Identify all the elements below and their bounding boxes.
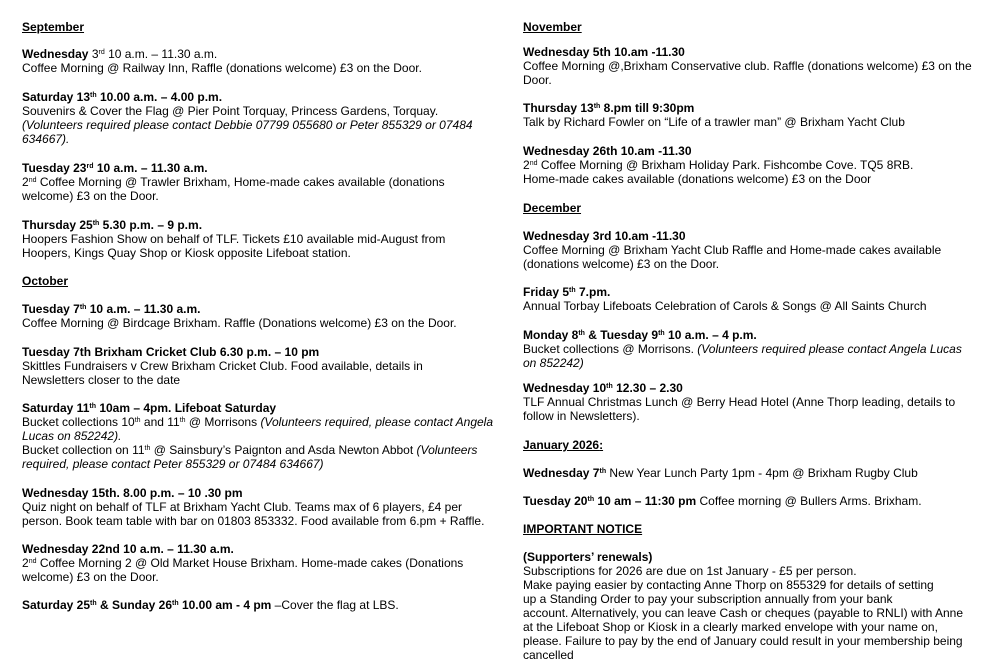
event-description: TLF Annual Christmas Lunch @ Berry Head Hotel (Anne Thorp leading, details to [523, 395, 956, 409]
event-sep-tue-23 [22, 161, 492, 203]
event-title-day: Wednesday [22, 47, 89, 61]
event-title: Wednesday 22nd 10 a.m. – 11.30 a.m. [22, 542, 234, 556]
event-oct-cricket [22, 345, 492, 387]
event-title: Saturday 25th & Sunday 26th 10.00 am - 4 pm [22, 598, 272, 612]
event-description-cont: Door. [523, 73, 552, 87]
event-description-cont: welcome) £3 on the Door. [22, 570, 159, 584]
event-date-number: 3 [91, 47, 99, 61]
volunteer-note: (Volunteers required, please contact Angela [260, 415, 494, 429]
october-section [22, 274, 492, 288]
event-title: Monday 8th & Tuesday 9th 10 a.m. – 4 p.m. [523, 328, 757, 342]
event-description: Talk by Richard Fowler on “Life of a trawler man” @ Brixham Yacht Club [523, 115, 905, 129]
november-section [523, 20, 983, 34]
month-heading-december: December [523, 201, 582, 215]
event-description: 2nd Coffee Morning @ Brixham Holiday Park. Fishcombe Cove. TQ5 8RB. [523, 158, 914, 172]
notice-heading: IMPORTANT NOTICE [523, 522, 643, 536]
event-description-cont: (donations welcome) £3 on the Door. [523, 257, 720, 271]
event-description: Coffee morning @ Bullers Arms. Brixham. [696, 494, 922, 508]
month-heading-november: November [523, 20, 582, 34]
notice-body [523, 550, 983, 662]
notice-line: cancelled [523, 648, 574, 662]
december-section [523, 201, 983, 215]
january-section: January 2026: [523, 438, 604, 452]
event-description: –Cover the flag at LBS. [271, 598, 399, 612]
event-jan-wed-7 [523, 466, 983, 480]
notice-line: account. Alternatively, you can leave Cash or cheques (payable to RNLI) with Anne [523, 606, 964, 620]
event-description-cont: welcome) £3 on the Door. [22, 189, 159, 203]
event-title: Thursday 25th 5.30 p.m. – 9 p.m. [22, 218, 203, 232]
volunteer-note-2: (Volunteers [416, 443, 478, 457]
event-description: Annual Torbay Lifeboats Celebration of Carols & Songs @ All Saints Church [523, 299, 927, 313]
event-time: 10 a.m. – 11.30 a.m. [104, 47, 218, 61]
event-sep-thu-25 [22, 218, 492, 260]
event-description: Bucket collections @ Morrisons. (Volunteers required please contact Angela Lucas [523, 342, 962, 356]
notice-line: at the Lifeboat Shop or Kiosk in a clearly marked envelope with your name on, [523, 620, 938, 634]
event-description: Coffee Morning @ Brixham Yacht Club Raffle and Home-made cakes available [523, 243, 942, 257]
event-description-cont: follow in Newsletters). [523, 409, 640, 423]
month-heading-october: October [22, 274, 69, 288]
event-jan-tue-20 [523, 494, 983, 508]
event-title: Friday 5th 7.pm. [523, 285, 611, 299]
event-description: Coffee Morning @,Brixham Conservative club. Raffle (donations welcome) £3 on the [523, 59, 972, 73]
event-oct-wed-22 [22, 542, 492, 584]
volunteer-note: (Volunteers required please contact Angela Lucas [697, 342, 962, 356]
notice-line: please. Failure to pay by the end of January could result in your membership being [523, 634, 963, 648]
month-heading-january: January 2026 [523, 438, 600, 452]
event-description: 2nd Coffee Morning @ Trawler Brixham, Home-made cakes available (donations [22, 175, 445, 189]
event-description-cont: Newsletters closer to the date [22, 373, 181, 387]
event-description-2: Bucket collection on 11th @ Sainsbury’s Paignton and Asda Newton Abbot (Volunteers [22, 443, 478, 457]
event-oct-wed-15 [22, 486, 492, 528]
event-oct-sat-25 [22, 598, 492, 612]
event-description: Souvenirs & Cover the Flag @ Pier Point Torquay, Princess Gardens, Torquay. [22, 104, 439, 118]
volunteer-note: (Volunteers required please contact Debbie 07799 055680 or Peter 855329 or 07484 [22, 118, 473, 132]
event-dec-mon-8 [523, 328, 983, 370]
notice-line: up a Standing Order to pay your subscription annually from your bank [523, 592, 893, 606]
event-title: Tuesday 7th 10 a.m. – 11.30 a.m. [22, 302, 201, 316]
event-dec-wed-10 [523, 381, 983, 423]
event-description: 2nd Coffee Morning 2 @ Old Market House Brixham. Home-made cakes (Donations [22, 556, 464, 570]
event-nov-wed-26 [523, 144, 983, 186]
event-title: Tuesday 7th Brixham Cricket Club 6.30 p.m. – 10 pm [22, 345, 320, 359]
event-description-cont: person. Book team table with bar on 01803 853332. Food available from 6.pm + Raffle. [22, 514, 485, 528]
event-description-cont: Hoopers, Kings Quay Shop or Kiosk opposite Lifeboat station. [22, 246, 351, 260]
event-oct-tue-7 [22, 302, 492, 330]
event-description: New Year Lunch Party 1pm - 4pm @ Brixham Rugby Club [606, 466, 918, 480]
event-date-suffix: rd [98, 49, 105, 56]
event-title: Wednesday 26th 10.am -11.30 [523, 144, 692, 158]
notice-line: Make paying easier by contacting Anne Thorp on 855329 for details of setting [523, 578, 934, 592]
volunteer-note-2-cont: required, please contact Peter 855329 or 07484 634667) [22, 457, 324, 471]
event-dec-fri-5 [523, 285, 983, 313]
event-description: Bucket collections 10th and 11th @ Morrisons (Volunteers required, please contact Angela [22, 415, 494, 429]
event-nov-wed-5 [523, 45, 983, 87]
notice-subheading: (Supporters’ renewals) [523, 550, 653, 564]
event-title: Wednesday 15th. 8.00 p.m. – 10 .30 pm [22, 486, 243, 500]
notice-section [523, 522, 983, 536]
notice-line: Subscriptions for 2026 are due on 1st January - £5 per person. [523, 564, 857, 578]
event-dec-wed-3 [523, 229, 983, 271]
event-title: Tuesday 23rd 10 a.m. – 11.30 a.m. [22, 161, 208, 175]
event-title: Wednesday 7th [523, 466, 607, 480]
event-description: Coffee Morning @ Railway Inn, Raffle (donations welcome) £3 on the Door. [22, 61, 422, 75]
event-title: Wednesday 10th 12.30 – 2.30 [523, 381, 683, 395]
event-oct-sat-11 [22, 401, 492, 471]
event-title: Saturday 13th 10.00 a.m. – 4.00 p.m. [22, 90, 223, 104]
event-nov-thu-13 [523, 101, 983, 129]
event-title: Wednesday 3rd 10.am -11.30 [523, 229, 686, 243]
volunteer-note-cont: Lucas on 852242). [22, 429, 122, 443]
event-description: Hoopers Fashion Show on behalf of TLF. Tickets £10 available mid-August from [22, 232, 446, 246]
event-sep-wed-3 [22, 47, 492, 75]
event-description-cont: Home-made cakes available (donations welcome) £3 on the Door [523, 172, 872, 186]
event-description: Skittles Fundraisers v Crew Brixham Cricket Club. Food available, details in [22, 359, 423, 373]
month-heading-september: September [22, 20, 85, 34]
event-description: Coffee Morning @ Birdcage Brixham. Raffle (Donations welcome) £3 on the Door. [22, 316, 457, 330]
event-title: Tuesday 20th 10 am – 11:30 pm [523, 494, 697, 508]
event-sep-sat-13 [22, 90, 492, 146]
september-section [22, 20, 492, 34]
event-description: Quiz night on behalf of TLF at Brixham Yacht Club. Teams max of 6 players, £4 per [22, 500, 463, 514]
event-title: Saturday 11th 10am – 4pm. Lifeboat Saturday [22, 401, 277, 415]
event-title: Wednesday 5th 10.am -11.30 [523, 45, 685, 59]
volunteer-note-cont: on 852242) [523, 356, 584, 370]
event-title: Thursday 13th 8.pm till 9:30pm [523, 101, 695, 115]
volunteer-note-cont: 634667). [22, 132, 70, 146]
